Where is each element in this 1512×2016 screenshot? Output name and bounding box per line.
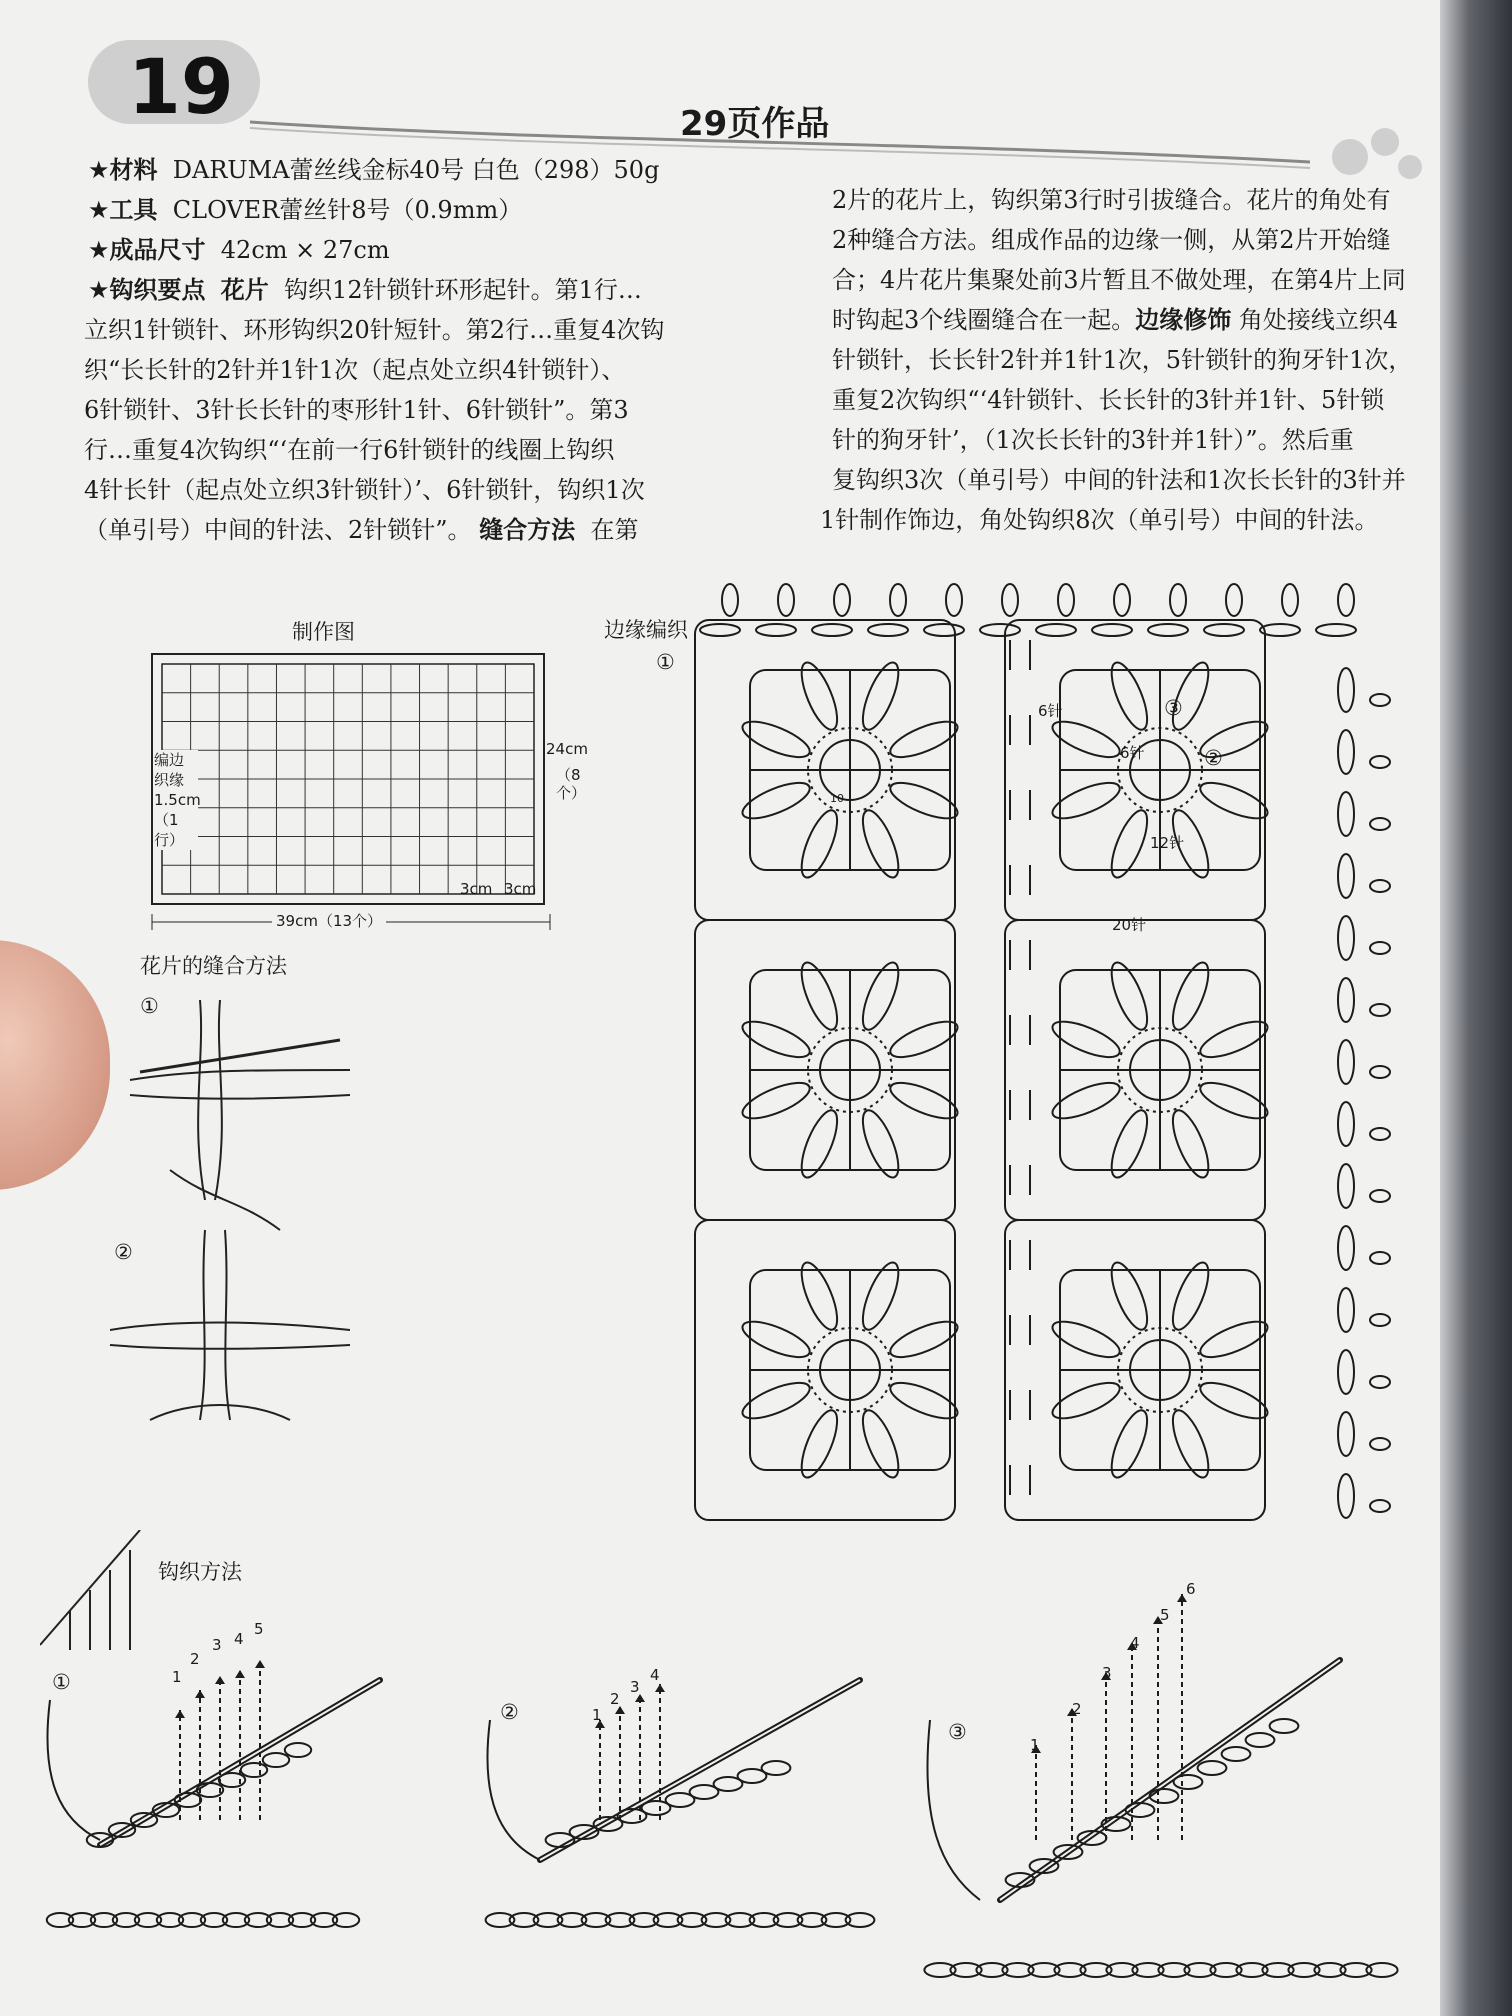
width-label: 39cm（13个）: [272, 910, 386, 931]
right-text-line: 2种缝合方法。组成作品的边缘一侧，从第2片开始缝: [832, 226, 1391, 254]
left-text-line: （单引号）中间的针法、2针锁针”。 缝合方法 在第: [84, 516, 639, 544]
pattern-number: 19: [128, 42, 234, 131]
tool-line: ★工具 CLOVER蕾丝针8号（0.9mm）: [88, 196, 523, 224]
method-illustration-1: [40, 1620, 460, 1980]
left-text-line: 6针锁针、3针长长针的枣形针1针、6针锁针”。第3: [84, 396, 629, 424]
round-3-marker: ③: [1164, 696, 1183, 720]
twenty-stitch-label: 20针: [1112, 916, 1147, 934]
arrow-number: 3: [1102, 1664, 1112, 1682]
right-text-line: 复钩织3次（单引号）中间的针法和1次长长针的3针并: [832, 466, 1406, 494]
edge-knitting-label: 边缘编织: [604, 618, 688, 642]
crochet-chart: [680, 580, 1400, 1560]
join-step-1: ①: [140, 994, 159, 1018]
points-line: ★钩织要点 花片 钩织12针锁针环形起针。第1行…: [88, 276, 642, 304]
book-edge-background: [1440, 0, 1512, 2016]
page-title: 29页作品: [680, 104, 830, 144]
round-1-marker: ①: [656, 650, 675, 674]
arrow-number: 1: [592, 1706, 602, 1724]
arrow-number: 2: [610, 1690, 620, 1708]
join-step-2: ②: [114, 1240, 133, 1264]
height-label: 24cm: [546, 740, 588, 758]
arrow-number: 1: [172, 1668, 182, 1686]
twelve-stitch-label: 12针: [1150, 834, 1185, 852]
left-text-line: 行…重复4次钩织“‘在前一行6针锁针的线圈上钩织: [84, 436, 615, 464]
arrow-number: 6: [1186, 1580, 1196, 1598]
arrow-number: 5: [1160, 1606, 1170, 1624]
arrow-number: 3: [212, 1636, 222, 1654]
finger-photo-artifact: [0, 940, 110, 1190]
method-illustration-3: [920, 1580, 1420, 2000]
pattern-number-badge: [88, 40, 260, 131]
arrow-number: 2: [190, 1650, 200, 1668]
left-text-line: 4针长针（起点处立织3针锁针）’、6针锁针，钩织1次: [84, 476, 645, 504]
arrow-number: 4: [650, 1666, 660, 1684]
join-illustration: [110, 1000, 350, 1430]
left-text-line: 织“长长针的2针并1针1次（起点处立织4针锁针）、: [84, 356, 626, 384]
method-title: 钩织方法: [158, 1560, 242, 1584]
method-step-2: ②: [500, 1700, 519, 1724]
size-line: ★成品尺寸 42cm × 27cm: [88, 236, 390, 264]
height-count-label: （8个）: [556, 766, 587, 802]
round-2-marker: ②: [1204, 746, 1223, 770]
right-text-line: 时钩起3个线圈缝合在一起。边缘修饰 角处接线立织4: [832, 306, 1399, 334]
join-method-title: 花片的缝合方法: [140, 954, 287, 978]
margin-left-label: 3cm: [460, 880, 493, 898]
right-text-line: 1针制作饰边，角处钩织8次（单引号）中间的针法。: [820, 506, 1379, 534]
arrow-number: 1: [1030, 1736, 1040, 1754]
six-stitch-label: 6针: [1120, 744, 1145, 762]
arrow-number: 4: [234, 1630, 244, 1648]
arrow-number: 5: [254, 1620, 264, 1638]
arrow-number: 4: [1130, 1634, 1140, 1652]
right-text-line: 合；4片花片集聚处前3片暂且不做处理，在第4片上同: [832, 266, 1406, 294]
method-illustration-2: [480, 1640, 940, 1980]
ten-label: 10: [830, 792, 844, 805]
diagram-title: 制作图: [292, 620, 355, 644]
six-stitch-label: 6针: [1038, 702, 1063, 720]
arrow-number: 2: [1072, 1700, 1082, 1718]
material-line: ★材料 DARUMA蕾丝线金标40号 白色（298）50g: [88, 156, 660, 184]
left-text-line: 立织1针锁针、环形钩织20针短针。第2行…重复4次钩: [84, 316, 665, 344]
right-text-line: 针的狗牙针’，（1次长长针的3针并1针）”。然后重: [832, 426, 1354, 454]
method-step-3: ③: [948, 1720, 967, 1744]
right-text-line: 2片的花片上，钩织第3行时引拔缝合。花片的角处有: [832, 186, 1391, 214]
right-text-line: 重复2次钩织“‘4针锁针、长长针的3针并1针、5针锁: [832, 386, 1385, 414]
margin-right-label: 3cm: [504, 880, 537, 898]
edge-note-label: 编边织缘1.5cm（1行）: [154, 751, 201, 849]
right-text-line: 针锁针，长长针2针并1针1次，5针锁针的狗牙针1次，: [832, 346, 1413, 374]
arrow-number: 3: [630, 1678, 640, 1696]
method-step-1: ①: [52, 1670, 71, 1694]
